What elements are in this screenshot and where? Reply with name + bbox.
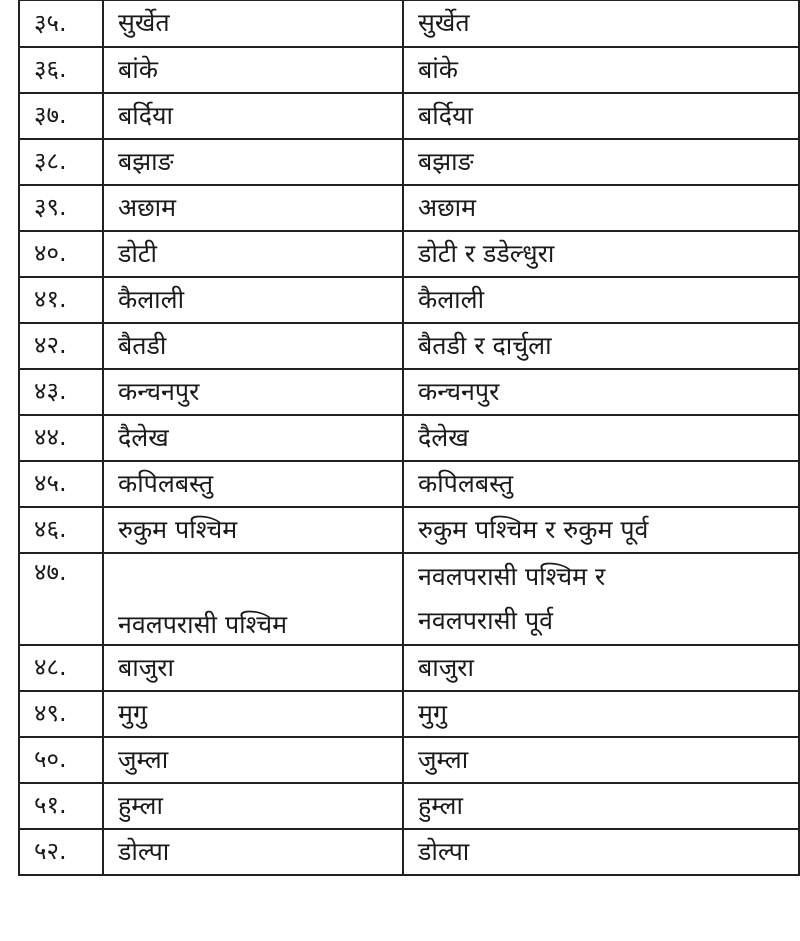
office-coverage: बाजुरा xyxy=(403,645,799,691)
table-row xyxy=(19,461,799,507)
row-number: ३५. xyxy=(19,1,103,47)
office-coverage: अछाम xyxy=(403,185,799,231)
office-coverage: बैतडी र दार्चुला xyxy=(403,323,799,369)
row-number: ४५. xyxy=(19,461,103,507)
table-row xyxy=(19,783,799,829)
district-name: बाजुरा xyxy=(103,645,403,691)
table-row xyxy=(19,553,799,645)
table-row xyxy=(19,277,799,323)
office-coverage: बझाङ xyxy=(403,139,799,185)
row-number: ४७. xyxy=(19,553,103,645)
table-row xyxy=(19,415,799,461)
district-name: डोटी xyxy=(103,231,403,277)
office-coverage: कन्चनपुर xyxy=(403,369,799,415)
row-number: ५१. xyxy=(19,783,103,829)
table-row xyxy=(19,1,799,47)
district-name: जुम्ला xyxy=(103,737,403,783)
district-name: कैलाली xyxy=(103,277,403,323)
office-coverage: डोटी र डडेल्धुरा xyxy=(403,231,799,277)
office-coverage: कपिलबस्तु xyxy=(403,461,799,507)
row-number: ४०. xyxy=(19,231,103,277)
office-coverage: रुकुम पश्चिम र रुकुम पूर्व xyxy=(403,507,799,553)
row-number: ३६. xyxy=(19,47,103,93)
row-number: ३९. xyxy=(19,185,103,231)
table-row xyxy=(19,231,799,277)
district-name: डोल्पा xyxy=(103,829,403,875)
district-name: सुर्खेत xyxy=(103,1,403,47)
table-row xyxy=(19,47,799,93)
row-number: ४९. xyxy=(19,691,103,737)
row-number: ४२. xyxy=(19,323,103,369)
table-row xyxy=(19,737,799,783)
table-row xyxy=(19,369,799,415)
district-name: रुकुम पश्चिम xyxy=(103,507,403,553)
district-name: मुगु xyxy=(103,691,403,737)
office-coverage: हुम्ला xyxy=(403,783,799,829)
office-coverage xyxy=(403,553,799,645)
district-name: अछाम xyxy=(103,185,403,231)
table-row xyxy=(19,645,799,691)
district-name: कपिलबस्तु xyxy=(103,461,403,507)
row-number: ४३. xyxy=(19,369,103,415)
office-coverage-line: नवलपरासी पश्चिम र xyxy=(418,561,606,591)
district-name: बैतडी xyxy=(103,323,403,369)
office-coverage: बर्दिया xyxy=(403,93,799,139)
district-name: बांके xyxy=(103,47,403,93)
district-office-table xyxy=(18,0,800,876)
row-number: ५२. xyxy=(19,829,103,875)
district-name: दैलेख xyxy=(103,415,403,461)
office-coverage: बांके xyxy=(403,47,799,93)
table-row xyxy=(19,691,799,737)
row-number: ३८. xyxy=(19,139,103,185)
office-coverage: सुर्खेत xyxy=(403,1,799,47)
row-number: ४६. xyxy=(19,507,103,553)
row-number: ३७. xyxy=(19,93,103,139)
table-row xyxy=(19,185,799,231)
table-row xyxy=(19,139,799,185)
office-coverage: दैलेख xyxy=(403,415,799,461)
table-row xyxy=(19,323,799,369)
table-row xyxy=(19,93,799,139)
district-name: बझाङ xyxy=(103,139,403,185)
table-row xyxy=(19,829,799,875)
table-row xyxy=(19,507,799,553)
office-coverage-line: नवलपरासी पूर्व xyxy=(418,605,554,635)
district-name: नवलपरासी पश्चिम xyxy=(103,553,403,645)
row-number: ४१. xyxy=(19,277,103,323)
row-number: ४८. xyxy=(19,645,103,691)
office-coverage: कैलाली xyxy=(403,277,799,323)
row-number: ४४. xyxy=(19,415,103,461)
district-name: बर्दिया xyxy=(103,93,403,139)
office-coverage: डोल्पा xyxy=(403,829,799,875)
office-coverage: मुगु xyxy=(403,691,799,737)
office-coverage: जुम्ला xyxy=(403,737,799,783)
district-name: हुम्ला xyxy=(103,783,403,829)
row-number: ५०. xyxy=(19,737,103,783)
district-name: कन्चनपुर xyxy=(103,369,403,415)
